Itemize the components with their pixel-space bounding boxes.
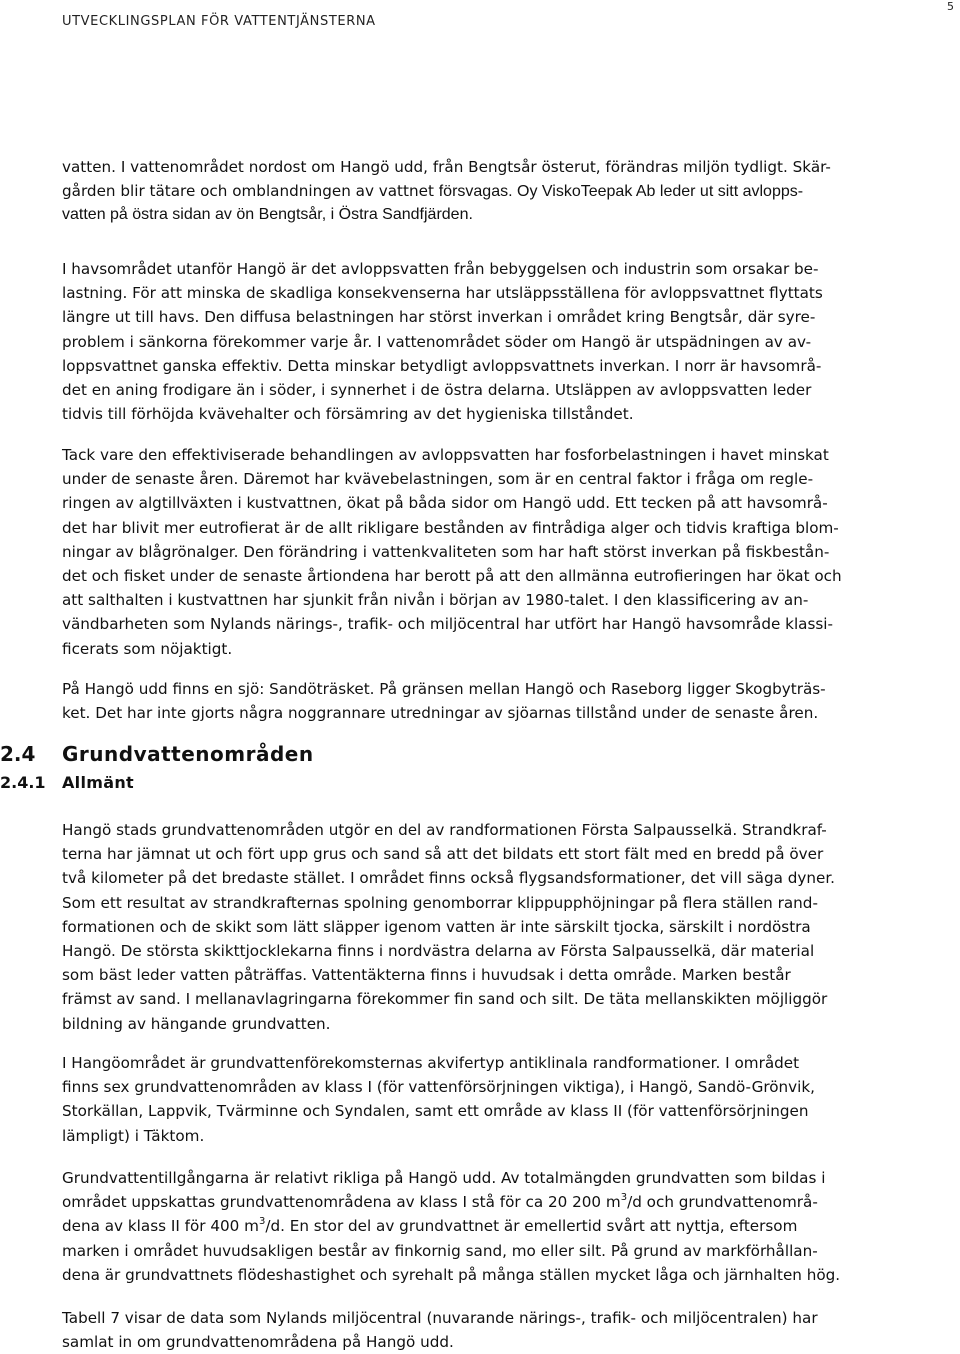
paragraph-5 <box>62 818 958 1036</box>
text-line: lastning. För att minska de skadliga konsekvenserna har utsläppsställena för avloppsvattnet flyttats <box>62 284 823 303</box>
text-line: under de senaste åren. Däremot har kvävebelastningen, som är en central faktor i fråga om regle- <box>62 470 814 489</box>
text-line: Grundvattentillgångarna är relativt rikliga på Hangö udd. Av totalmängden grundvatten som bildas i <box>62 1169 826 1187</box>
text-line <box>62 1190 958 1214</box>
text-line: marken i området huvudsakligen består av finkornig sand, mo eller silt. På grund av markförhållan- <box>62 1241 818 1260</box>
text-line: Storkällan, Lappvik, Tvärminne och Syndalen, samt ett område av klass II (för vattenförsörjningen <box>62 1102 809 1121</box>
text-line: ringen av algtillväxten i kustvattnen, ökat på båda sidor om Hangö udd. Ett tecken på att havsområ- <box>62 494 828 513</box>
section-number: 2.4 <box>0 742 36 766</box>
subsection-title: Allmänt <box>62 773 134 792</box>
text-line: bildning av hängande grundvatten. <box>62 1014 331 1033</box>
text-line: På Hangö udd finns en sjö: Sandöträsket. På gränsen mellan Hangö och Raseborg ligger Skogbyträs- <box>62 680 826 698</box>
paragraph-4 <box>62 677 958 725</box>
text-line: tidvis till förhöjda kvävehalter och försämring av det hygieniska tillståndet. <box>62 405 634 424</box>
text-span: /d och grundvattenområ- <box>627 1193 818 1212</box>
text-span: /d. En stor del av grundvattnet är emellertid svårt att nyttja, eftersom <box>265 1217 798 1236</box>
text-line: två kilometer på det bredaste stället. I området finns också flygsandsformationer, det vill säga dyner. <box>62 869 836 888</box>
text-span: försvagas. Oy ViskoTeepak Ab leder ut sitt avlopps- <box>438 183 804 201</box>
text-line: vändbarheten som Nylands närings-, trafik- och miljöcentral har utfört har Hangö havsområde klassi- <box>62 615 834 634</box>
paragraph-6 <box>62 1051 958 1148</box>
text-line: finns sex grundvattenområden av klass I (för vattenförsörjningen viktiga), i Hangö, Sandö-Grönvik, <box>62 1078 816 1097</box>
text-span: området uppskattas grundvattenområdena av klass I stå för ca 20 200 m <box>62 1193 621 1212</box>
subsection-number: 2.4.1 <box>0 773 46 792</box>
text-line: Tack vare den effektiviserade behandlingen av avloppsvatten har fosforbelastningen i havet minskat <box>62 446 829 464</box>
text-line: främst av sand. I mellanavlagringarna förekommer fin sand och silt. De täta mellanskikten möjliggör <box>62 990 828 1009</box>
text-line: lämpligt) i Täktom. <box>62 1126 205 1145</box>
text-line: Tabell 7 visar de data som Nylands miljöcentral (nuvarande närings-, trafik- och miljöcentralen) har <box>62 1309 818 1327</box>
text-line: I havsområdet utanför Hangö är det avloppsvatten från bebyggelsen och industrin som orsakar be- <box>62 260 819 278</box>
text-line: Hangö stads grundvattenområden utgör en del av randformationen Första Salpausselkä. Strandkraf- <box>62 821 827 839</box>
text-line: som bäst leder vatten påträffas. Vattentäkterna finns i huvudsak i detta område. Marken består <box>62 966 791 985</box>
superscript: 3 <box>620 1192 628 1204</box>
paragraph-1 <box>62 155 958 228</box>
superscript: 3 <box>258 1216 266 1228</box>
text-line: vatten på östra sidan av ön Bengtsår, i Östra Sandfjärden. <box>62 206 473 224</box>
paragraph-3 <box>62 443 958 661</box>
text-line: längre ut till havs. Den diffusa belastningen har störst inverkan i området kring Bengtsår, där syre- <box>62 308 816 327</box>
text-line: det har blivit mer eutrofierat är de allt rikligare bestånden av fintrådiga alger och tidvis kraftiga blom- <box>62 518 839 537</box>
text-span: gården blir tätare och omblandningen av vattnet <box>62 182 439 201</box>
paragraph-7 <box>62 1166 958 1287</box>
text-line <box>62 179 958 203</box>
text-line: ket. Det har inte gjorts några noggrannare utredningar av sjöarnas tillstånd under de senaste åren. <box>62 704 819 723</box>
text-line: samlat in om grundvattenområdena på Hangö udd. <box>62 1333 454 1352</box>
text-line: det en aning frodigare än i söder, i synnerhet i de östra delarna. Utsläppen av avloppsvatten leder <box>62 380 812 399</box>
text-line: loppsvattnet ganska effektiv. Detta minskar betydligt avloppsvattnets inverkan. I norr är havsområ- <box>62 356 822 375</box>
text-line: vatten. I vattenområdet nordost om Hangö udd, från Bengtsår österut, förändras miljön tydligt. Skär- <box>62 158 831 176</box>
text-line: Hangö. De största skikttjocklekarna finns i nordvästra delarna av Första Salpausselkä, där material <box>62 941 815 960</box>
text-line: problem i sänkorna förekommer varje år. I vattenområdet söder om Hangö är utspädningen av av- <box>62 332 812 351</box>
page-number: 5 <box>947 0 954 13</box>
running-header: UTVECKLINGSPLAN FÖR VATTENTJÄNSTERNA <box>62 14 376 29</box>
text-line: I Hangöområdet är grundvattenförekomsternas akvifertyp antiklinala randformationer. I området <box>62 1054 800 1072</box>
section-title: Grundvattenområden <box>62 742 314 766</box>
text-line <box>62 1214 958 1238</box>
text-line: formationen och de skikt som lätt släpper igenom vatten är inte särskilt tjocka, särskilt i nordöstra <box>62 917 811 936</box>
text-line: ficerats som nöjaktigt. <box>62 639 233 658</box>
text-line: Som ett resultat av strandkrafternas spolning genomborrar klippupphöjningar på flera ställen rand- <box>62 893 818 912</box>
paragraph-2 <box>62 257 958 426</box>
text-line: det och fisket under de senaste årtiondena har berott på att den allmänna eutrofieringen har ökat och <box>62 566 842 585</box>
paragraph-8 <box>62 1306 958 1354</box>
text-span: dena av klass II för 400 m <box>62 1217 259 1236</box>
text-line: dena är grundvattnets flödeshastighet och syrehalt på många ställen mycket låga och järnhalten hög. <box>62 1265 841 1284</box>
text-line: terna har jämnat ut och fört upp grus och sand så att det bildats ett stort fält med en bredd på över <box>62 845 824 864</box>
text-line: att salthalten i kustvattnen har sjunkit från nivån i början av 1980-talet. I den klassificering av an- <box>62 591 809 610</box>
text-line: ningar av blågrönalger. Den förändring i vattenkvaliteten som har haft störst inverkan på fiskbestån- <box>62 542 830 561</box>
